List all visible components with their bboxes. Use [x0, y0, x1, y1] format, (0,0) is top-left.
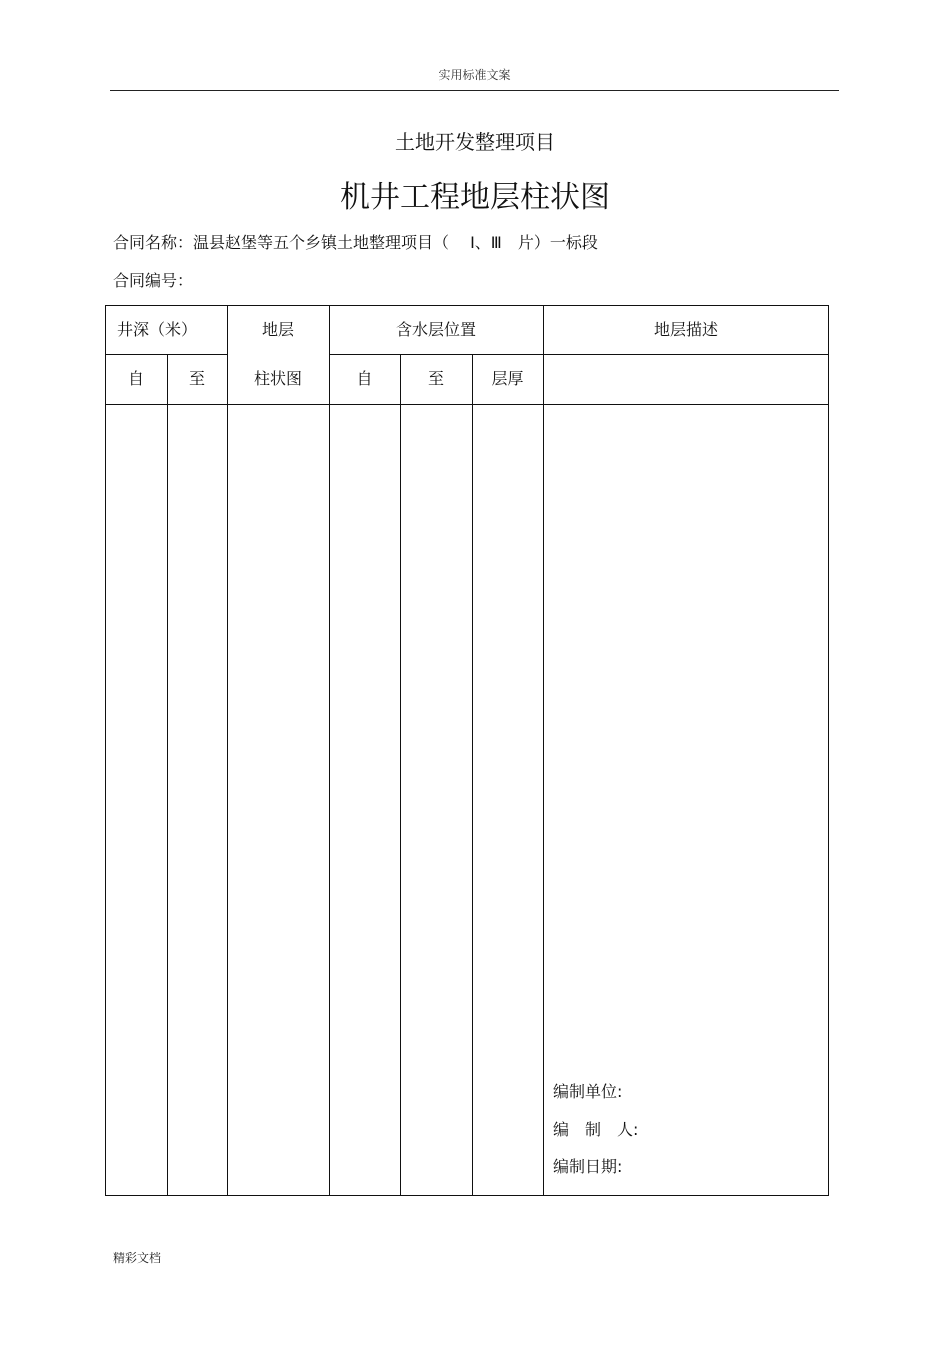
signature-date: 编制日期:	[553, 1157, 623, 1176]
column-divider	[400, 354, 401, 1196]
col-header-strata-description: 地层描述	[653, 320, 718, 339]
document-title: 机井工程地层柱状图	[340, 180, 610, 215]
table-border-left	[105, 305, 106, 1196]
col-header-well-depth: 井深（米）	[116, 320, 197, 339]
column-divider	[329, 305, 330, 1196]
column-divider	[472, 354, 473, 1196]
contract-name: 合同名称：温县赵堡等五个乡镇土地整理项目（ Ⅰ、Ⅲ 片）一标段	[113, 233, 598, 252]
header-row-divider	[329, 354, 829, 355]
column-divider	[543, 305, 544, 1196]
header-bottom-rule	[105, 404, 829, 405]
table-border-bottom	[105, 1195, 829, 1196]
signature-person: 编 制 人:	[553, 1120, 639, 1139]
page-header: 实用标准文案	[438, 68, 511, 82]
col-header-aquifer-position: 含水层位置	[395, 320, 476, 339]
strata-table	[105, 305, 829, 1196]
header-rule	[110, 90, 839, 91]
contract-number: 合同编号：	[113, 271, 194, 290]
col-header-aquifer-to: 至	[427, 369, 444, 388]
column-divider	[227, 305, 228, 1196]
col-header-depth-to: 至	[188, 369, 205, 388]
col-header-strata: 地层	[261, 320, 294, 339]
signature-unit: 编制单位:	[553, 1082, 623, 1101]
header-row-divider	[105, 354, 227, 355]
col-header-strata-column: 柱状图	[253, 369, 302, 388]
page-footer: 精彩文档	[113, 1251, 162, 1265]
col-header-aquifer-from: 自	[356, 369, 373, 388]
document-subtitle: 土地开发整理项目	[395, 130, 555, 154]
column-divider	[167, 354, 168, 1196]
table-border-right	[828, 305, 829, 1196]
col-header-depth-from: 自	[127, 369, 144, 388]
table-border-top	[105, 305, 829, 306]
col-header-aquifer-thickness: 层厚	[491, 369, 524, 388]
